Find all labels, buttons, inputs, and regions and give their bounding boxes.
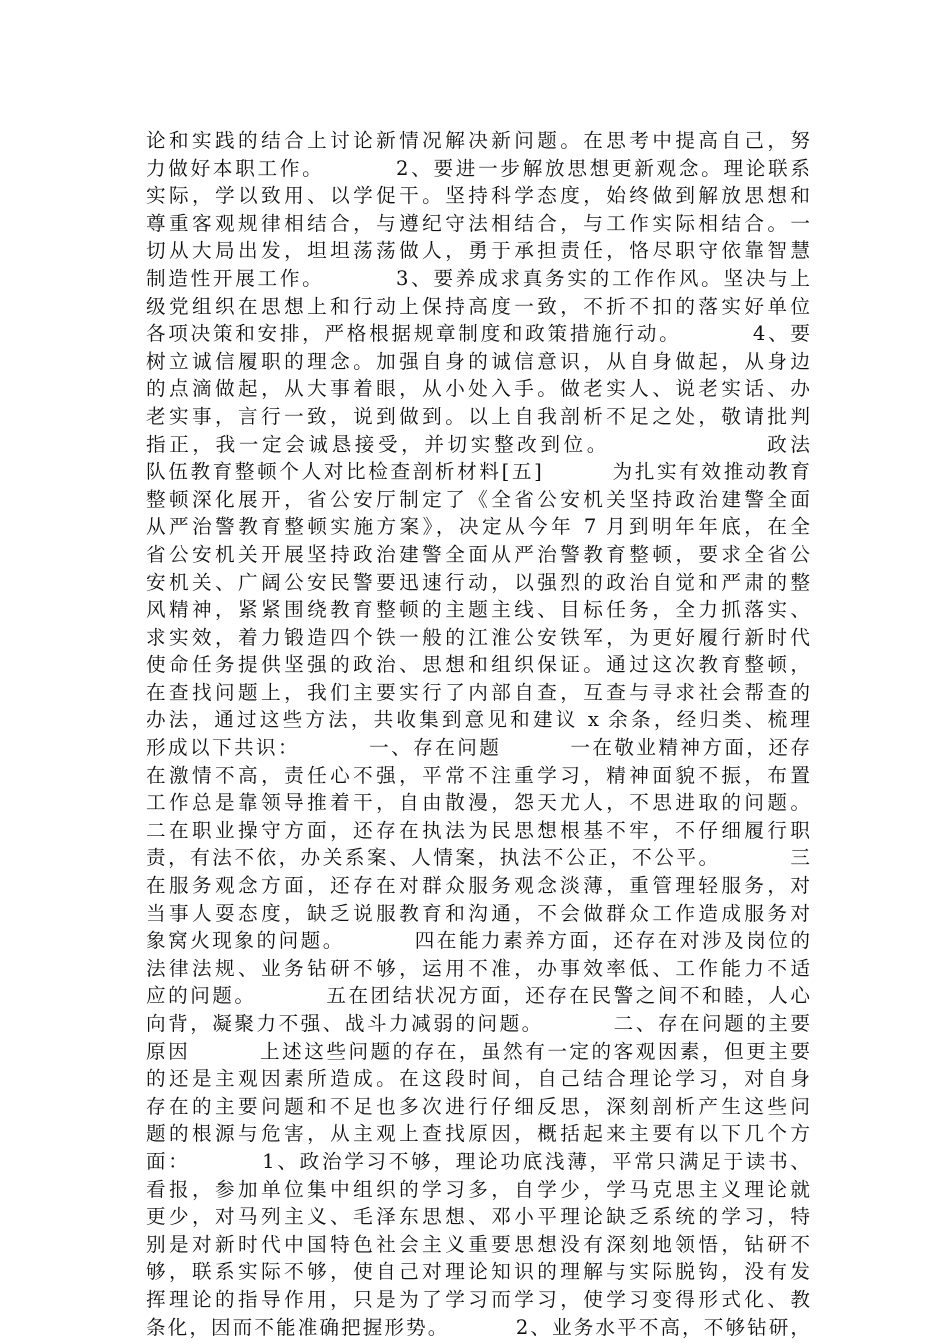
text-line: 指正，我一定会诚恳接受，并切实整改到位。 政法 [146, 432, 810, 456]
text-line: 各项决策和安排，严格根据规章制度和政策措施行动。 4、要 [146, 322, 810, 346]
text-line: 挥理论的指导作用，只是为了学习而学习，使学习变得形式化、教 [146, 1287, 810, 1311]
text-line: 面： 1、政治学习不够，理论功底浅薄，平常只满足于读书、 [146, 1149, 810, 1173]
text-line: 从严治警教育整顿实施方案》，决定从今年 7 月到明年年底，在全 [146, 515, 810, 539]
text-line: 省公安机关开展坚持政治建警全面从严治警教育整顿，要求全省公 [146, 542, 810, 566]
text-line: 责，有法不依，办关系案、人情案，执法不公正，不公平。 三 [146, 846, 810, 870]
text-line: 够，联系实际不够，使自己对理论知识的理解与实际脱钩，没有发 [146, 1260, 810, 1284]
text-line: 老实事，言行一致，说到做到。以上自我剖析不足之处，敬请批判 [146, 404, 810, 428]
text-line: 求实效，着力锻造四个铁一般的江淮公安铁军，为更好履行新时代 [146, 625, 810, 649]
text-line: 二在职业操守方面，还存在执法为民思想根基不牢，不仔细履行职 [146, 818, 810, 842]
text-line: 在服务观念方面，还存在对群众服务观念淡薄，重管理轻服务，对 [146, 874, 810, 898]
text-line: 原因 上述这些问题的存在，虽然有一定的客观因素，但更主要 [146, 1039, 810, 1063]
document-body-text [146, 127, 810, 1341]
text-line: 力做好本职工作。 2、要进一步解放思想更新观念。理论联系 [146, 156, 810, 180]
text-line: 办法，通过这些方法，共收集到意见和建议 x 余条，经归类、梳理 [146, 708, 810, 732]
text-line: 制造性开展工作。 3、要养成求真务实的工作作风。坚决与上 [146, 266, 810, 290]
text-line: 形成以下共识： 一、存在问题 一在敬业精神方面，还存 [146, 736, 810, 760]
text-line: 法律法规、业务钻研不够，运用不准，办事效率低、工作能力不适 [146, 956, 810, 980]
text-line: 安机关、广阔公安民警要迅速行动，以强烈的政治自觉和严肃的整 [146, 570, 810, 594]
text-line: 的点滴做起，从大事着眼，从小处入手。做老实人、说老实话、办 [146, 377, 810, 401]
text-line: 条化，因而不能准确把握形势。 2、业务水平不高，不够钻研， [146, 1315, 810, 1339]
text-line: 尊重客观规律相结合，与遵纪守法相结合，与工作实际相结合。一 [146, 211, 810, 235]
text-line: 当事人耍态度，缺乏说服教育和沟通，不会做群众工作造成服务对 [146, 901, 810, 925]
text-line: 论和实践的结合上讨论新情况解决新问题。在思考中提高自己，努 [146, 129, 810, 152]
text-line: 的还是主观因素所造成。在这段时间，自己结合理论学习，对自身 [146, 1067, 810, 1091]
text-line: 在激情不高，责任心不强，平常不注重学习，精神面貌不振，布置 [146, 763, 810, 787]
text-line: 应的问题。 五在团结状况方面，还存在民警之间不和睦，人心 [146, 984, 810, 1008]
text-line: 工作总是靠领导推着干，自由散漫，怨天尤人，不思进取的问题。 [146, 791, 810, 815]
text-line: 队伍教育整顿个人对比检查剖析材料[五] 为扎实有效推动教育 [146, 460, 810, 484]
text-line: 整顿深化展开，省公安厅制定了《全省公安机关坚持政治建警全面 [146, 487, 810, 511]
text-line: 看报，参加单位集中组织的学习多，自学少，学马克思主义理论就 [146, 1177, 810, 1201]
text-line: 风精神，紧紧围绕教育整顿的主题主线、目标任务，全力抓落实、 [146, 598, 810, 622]
text-line: 题的根源与危害，从主观上查找原因，概括起来主要有以下几个方 [146, 1122, 810, 1146]
text-line: 象窝火现象的问题。 四在能力素养方面，还存在对涉及岗位的 [146, 929, 810, 953]
text-line: 存在的主要问题和不足也多次进行仔细反思，深刻剖析产生这些问 [146, 1094, 810, 1118]
text-line: 使命任务提供坚强的政治、思想和组织保证。通过这次教育整顿， [146, 653, 810, 677]
text-line: 向背，凝聚力不强、战斗力减弱的问题。 二、存在问题的主要 [146, 1012, 810, 1035]
text-line: 级党组织在思想上和行动上保持高度一致，不折不扣的落实好单位 [146, 294, 810, 318]
text-line: 切从大局出发，坦坦荡荡做人，勇于承担责任，恪尽职守依靠智慧 [146, 239, 810, 263]
text-line: 更少，对马列主义、毛泽东思想、邓小平理论缺乏系统的学习，特 [146, 1205, 810, 1229]
text-line: 树立诚信履职的理念。加强自身的诚信意识，从自身做起，从身边 [146, 349, 810, 373]
text-line: 在查找问题上，我们主要实行了内部自查，互查与寻求社会帮查的 [146, 680, 810, 704]
text-line: 别是对新时代中国特色社会主义重要思想没有深刻地领悟，钻研不 [146, 1232, 810, 1256]
text-line: 实际，学以致用、以学促干。坚持科学态度，始终做到解放思想和 [146, 184, 810, 208]
